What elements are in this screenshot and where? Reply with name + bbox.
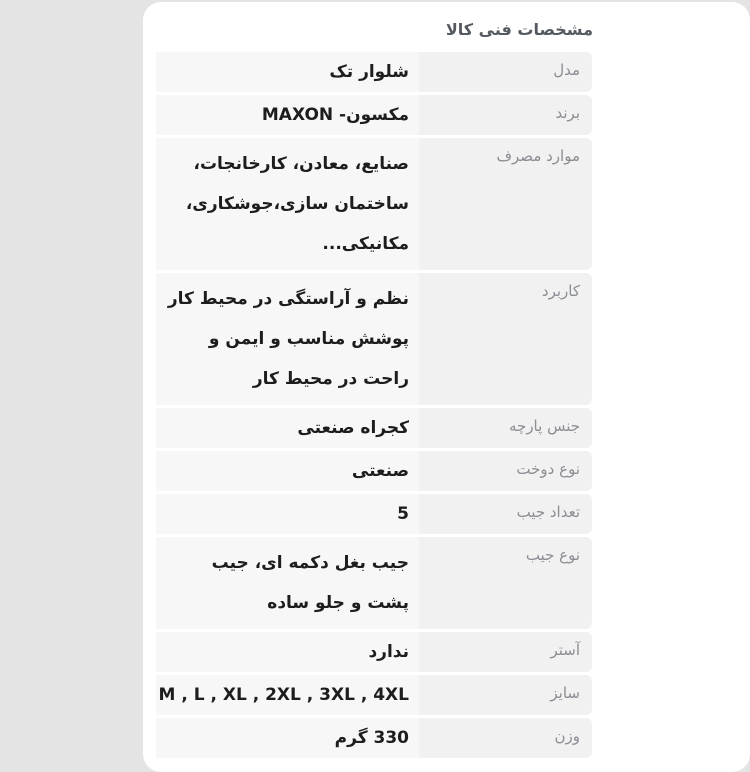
spec-row-lining — [156, 632, 592, 672]
spec-label: جنس پارچه — [419, 408, 592, 448]
spec-row-usage — [156, 138, 592, 270]
spec-row-fabric — [156, 408, 592, 448]
spec-value: صنعتی — [156, 451, 419, 491]
spec-value: جیب بغل دکمه ای، جیب پشت و جلو ساده — [156, 537, 419, 629]
spec-value: صنایع، معادن، کارخانجات، ساختمان سازی،جوشکاری، مکانیکی... — [156, 138, 419, 270]
spec-row-brand — [156, 95, 592, 135]
spec-label: نوع جیب — [419, 537, 592, 629]
spec-row-size — [156, 675, 592, 715]
spec-row-model — [156, 52, 592, 92]
spec-row-stitch-type — [156, 451, 592, 491]
spec-row-weight — [156, 718, 592, 758]
spec-label: آستر — [419, 632, 592, 672]
section-title: مشخصات فنی کالا — [445, 20, 593, 39]
spec-label: تعداد جیب — [419, 494, 592, 534]
spec-value: 5 — [156, 494, 419, 534]
spec-value: M , L , XL , 2XL , 3XL , 4XL — [156, 675, 419, 715]
spec-value: 330 گرم — [156, 718, 419, 758]
spec-label: وزن — [419, 718, 592, 758]
spec-label: مدل — [419, 52, 592, 92]
spec-value: ندارد — [156, 632, 419, 672]
spec-value: کجراه صنعتی — [156, 408, 419, 448]
spec-label: برند — [419, 95, 592, 135]
spec-value: نظم و آراستگی در محیط کار پوشش مناسب و ایمن و راحت در محیط کار — [156, 273, 419, 405]
spec-label: موارد مصرف — [419, 138, 592, 270]
spec-label: سایز — [419, 675, 592, 715]
spec-label: نوع دوخت — [419, 451, 592, 491]
specifications-table — [156, 52, 592, 761]
spec-label: کاربرد — [419, 273, 592, 405]
spec-value: مکسون- MAXON — [156, 95, 419, 135]
spec-row-application — [156, 273, 592, 405]
spec-row-pocket-count — [156, 494, 592, 534]
spec-row-pocket-type — [156, 537, 592, 629]
spec-value: شلوار تک — [156, 52, 419, 92]
